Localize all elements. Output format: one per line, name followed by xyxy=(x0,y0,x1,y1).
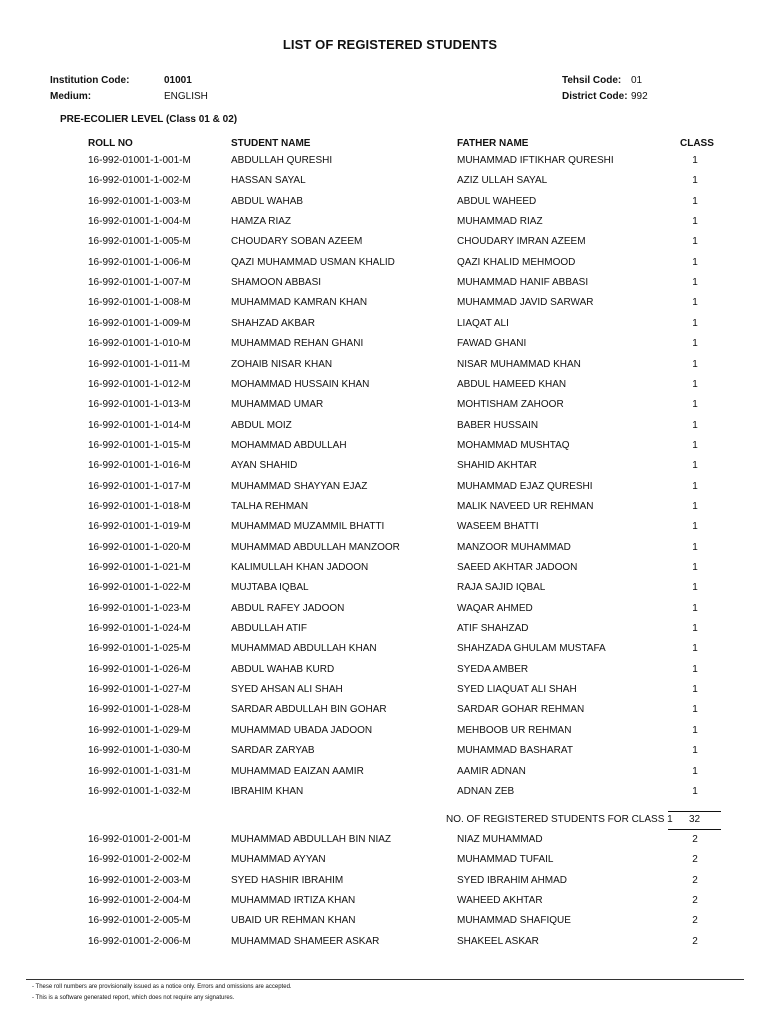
tehsil-code-value: 01 xyxy=(631,75,643,86)
father-name-cell: SYEDA AMBER xyxy=(457,663,529,675)
footer-note-1: - These roll numbers are provisionally issued as a notice only. Errors and omissions are accepted. xyxy=(32,984,292,990)
father-name-cell: MUHAMMAD BASHARAT xyxy=(457,745,573,757)
roll-no-cell: 16-992-01001-1-028-M xyxy=(88,704,191,716)
student-name-cell: HAMZA RIAZ xyxy=(231,216,292,228)
table-row xyxy=(0,196,768,212)
table-row xyxy=(0,297,768,313)
table-row xyxy=(0,359,768,375)
student-name-cell: MUHAMMAD MUZAMMIL BHATTI xyxy=(231,521,385,533)
class-cell: 1 xyxy=(692,765,698,777)
father-name-cell: MOHAMMAD MUSHTAQ xyxy=(457,439,570,451)
father-name-cell: MUHAMMAD RIAZ xyxy=(457,216,543,228)
class-cell: 1 xyxy=(692,317,698,329)
father-name-cell: FAWAD GHANI xyxy=(457,338,527,350)
institution-code-value: 01001 xyxy=(164,75,192,86)
student-name-cell: MUHAMMAD EAIZAN AAMIR xyxy=(231,765,364,777)
roll-no-cell: 16-992-01001-1-008-M xyxy=(88,297,191,309)
roll-no-cell: 16-992-01001-1-019-M xyxy=(88,521,191,533)
class-cell: 2 xyxy=(692,854,698,866)
father-name-cell: SYED LIAQUAT ALI SHAH xyxy=(457,684,577,696)
student-name-cell: AYAN SHAHID xyxy=(231,460,298,472)
student-name-cell: CHOUDARY SOBAN AZEEM xyxy=(231,236,363,248)
student-name-cell: MUHAMMAD ABDULLAH KHAN xyxy=(231,643,377,655)
student-name-cell: SARDAR ABDULLAH BIN GOHAR xyxy=(231,704,387,716)
roll-no-cell: 16-992-01001-1-003-M xyxy=(88,195,191,207)
student-name-cell: ZOHAIB NISAR KHAN xyxy=(231,358,333,370)
class-cell: 1 xyxy=(692,358,698,370)
table-row xyxy=(0,664,768,680)
roll-no-cell: 16-992-01001-2-002-M xyxy=(88,854,191,866)
class-cell: 1 xyxy=(692,216,698,228)
student-name-cell: MUJTABA IQBAL xyxy=(231,582,309,594)
class-cell: 1 xyxy=(692,663,698,675)
father-name-cell: SYED IBRAHIM AHMAD xyxy=(457,874,568,886)
father-name-cell: MUHAMMAD SHAFIQUE xyxy=(457,915,571,927)
table-row xyxy=(0,501,768,517)
father-name-cell: MANZOOR MUHAMMAD xyxy=(457,541,571,553)
district-code-value: 992 xyxy=(631,91,648,102)
class-cell: 1 xyxy=(692,460,698,472)
class-cell: 1 xyxy=(692,521,698,533)
roll-no-cell: 16-992-01001-1-023-M xyxy=(88,602,191,614)
father-name-cell: MUHAMMAD EJAZ QURESHI xyxy=(457,480,593,492)
class-header: CLASS xyxy=(680,138,714,149)
student-name-cell: MUHAMMAD IRTIZA KHAN xyxy=(231,894,356,906)
roll-no-cell: 16-992-01001-1-017-M xyxy=(88,480,191,492)
table-row xyxy=(0,481,768,497)
father-name-cell: MOHTISHAM ZAHOOR xyxy=(457,399,564,411)
student-name-cell: IBRAHIM KHAN xyxy=(231,785,304,797)
father-name-cell: AZIZ ULLAH SAYAL xyxy=(457,175,548,187)
father-name-cell: RAJA SAJID IQBAL xyxy=(457,582,546,594)
class-cell: 1 xyxy=(692,439,698,451)
class-cell: 1 xyxy=(692,643,698,655)
student-name-cell: MUHAMMAD KAMRAN KHAN xyxy=(231,297,368,309)
table-row xyxy=(0,216,768,232)
table-row xyxy=(0,745,768,761)
class-cell: 1 xyxy=(692,297,698,309)
roll-no-cell: 16-992-01001-1-013-M xyxy=(88,399,191,411)
table-row xyxy=(0,936,768,952)
student-name-cell: SHAMOON ABBASI xyxy=(231,277,322,289)
roll-no-cell: 16-992-01001-1-001-M xyxy=(88,155,191,166)
father-name-cell: ABDUL WAHEED xyxy=(457,195,537,207)
father-name-cell: MEHBOOB UR REHMAN xyxy=(457,724,572,736)
table-row xyxy=(0,236,768,252)
class-cell: 1 xyxy=(692,704,698,716)
class-cell: 1 xyxy=(692,338,698,350)
table-row xyxy=(0,875,768,891)
father-name-cell: WAHEED AKHTAR xyxy=(457,894,543,906)
student-name-cell: SYED AHSAN ALI SHAH xyxy=(231,684,343,696)
student-name-cell: ABDULLAH QURESHI xyxy=(231,155,333,166)
roll-no-cell: 16-992-01001-1-022-M xyxy=(88,582,191,594)
class-cell: 2 xyxy=(692,915,698,927)
class-cell: 1 xyxy=(692,785,698,797)
father-name-cell: ATIF SHAHZAD xyxy=(457,623,529,635)
roll-no-cell: 16-992-01001-1-006-M xyxy=(88,256,191,268)
father-name-cell: WAQAR AHMED xyxy=(457,602,533,614)
student-name-cell: SARDAR ZARYAB xyxy=(231,745,315,757)
tehsil-code-label: Tehsil Code: xyxy=(562,75,622,86)
roll-no-cell: 16-992-01001-1-030-M xyxy=(88,745,191,757)
footer-rule xyxy=(26,979,744,980)
table-row xyxy=(0,318,768,334)
table-row xyxy=(0,684,768,700)
class-cell: 1 xyxy=(692,541,698,553)
table-row xyxy=(0,766,768,782)
class-cell: 2 xyxy=(692,894,698,906)
student-name-cell: MUHAMMAD SHAMEER ASKAR xyxy=(231,935,380,947)
class1-total-label: NO. OF REGISTERED STUDENTS FOR CLASS 1 xyxy=(446,814,673,825)
table-row xyxy=(0,440,768,456)
roll-no-cell: 16-992-01001-1-004-M xyxy=(88,216,191,228)
father-name-cell: AAMIR ADNAN xyxy=(457,765,526,777)
father-name-cell: ABDUL HAMEED KHAN xyxy=(457,378,567,390)
father-name-cell: NISAR MUHAMMAD KHAN xyxy=(457,358,581,370)
roll-no-cell: 16-992-01001-1-016-M xyxy=(88,460,191,472)
table-row xyxy=(0,521,768,537)
student-name-cell: UBAID UR REHMAN KHAN xyxy=(231,915,356,927)
roll-no-cell: 16-992-01001-1-005-M xyxy=(88,236,191,248)
table-row xyxy=(0,379,768,395)
table-row xyxy=(0,834,768,850)
father-name-cell: NIAZ MUHAMMAD xyxy=(457,834,543,845)
father-name-cell: BABER HUSSAIN xyxy=(457,419,539,431)
class-cell: 1 xyxy=(692,155,698,166)
roll-no-cell: 16-992-01001-1-014-M xyxy=(88,419,191,431)
class-cell: 1 xyxy=(692,236,698,248)
student-name-cell: ABDUL WAHAB KURD xyxy=(231,663,335,675)
father-name-cell: MUHAMMAD HANIF ABBASI xyxy=(457,277,589,289)
roll-no-cell: 16-992-01001-1-012-M xyxy=(88,378,191,390)
student-name-cell: MUHAMMAD REHAN GHANI xyxy=(231,338,364,350)
student-name-cell: TALHA REHMAN xyxy=(231,500,309,512)
table-row xyxy=(0,603,768,619)
roll-no-cell: 16-992-01001-1-010-M xyxy=(88,338,191,350)
table-row xyxy=(0,725,768,741)
table-row xyxy=(0,420,768,436)
student-name-cell: QAZI MUHAMMAD USMAN KHALID xyxy=(231,256,395,268)
class-cell: 1 xyxy=(692,623,698,635)
class-cell: 1 xyxy=(692,399,698,411)
total-top-rule xyxy=(668,811,721,812)
class1-total-value: 32 xyxy=(688,814,701,825)
roll-no-cell: 16-992-01001-1-018-M xyxy=(88,500,191,512)
roll-no-cell: 16-992-01001-1-026-M xyxy=(88,663,191,675)
student-name-cell: ABDUL WAHAB xyxy=(231,195,304,207)
father-name-cell: MUHAMMAD IFTIKHAR QURESHI xyxy=(457,155,614,166)
father-name-cell: CHOUDARY IMRAN AZEEM xyxy=(457,236,586,248)
class-cell: 1 xyxy=(692,480,698,492)
class-cell: 1 xyxy=(692,582,698,594)
student-name-cell: MUHAMMAD UMAR xyxy=(231,399,324,411)
table-row xyxy=(0,915,768,931)
medium-label: Medium: xyxy=(50,91,92,102)
father-name-cell: MUHAMMAD TUFAIL xyxy=(457,854,554,866)
roll-no-cell: 16-992-01001-1-009-M xyxy=(88,317,191,329)
footer-note-2: - This is a software generated report, which does not require any signatures. xyxy=(32,995,235,1001)
table-row xyxy=(0,582,768,598)
father-name-cell: SARDAR GOHAR REHMAN xyxy=(457,704,585,716)
table-row xyxy=(0,623,768,639)
student-name-cell: MOHAMMAD HUSSAIN KHAN xyxy=(231,378,370,390)
father-name-cell: SHAKEEL ASKAR xyxy=(457,935,539,947)
class-cell: 1 xyxy=(692,256,698,268)
table-row xyxy=(0,175,768,191)
student-name-cell: ABDULLAH ATIF xyxy=(231,623,307,635)
class-cell: 1 xyxy=(692,562,698,573)
student-name-cell: MUHAMMAD AYYAN xyxy=(231,854,326,866)
roll-no-cell: 16-992-01001-1-027-M xyxy=(88,684,191,696)
table-row xyxy=(0,704,768,720)
roll-no-cell: 16-992-01001-1-025-M xyxy=(88,643,191,655)
father-name-cell: MUHAMMAD JAVID SARWAR xyxy=(457,297,594,309)
father-name-cell: SHAHZADA GHULAM MUSTAFA xyxy=(457,643,606,655)
class-cell: 1 xyxy=(692,419,698,431)
class-cell: 2 xyxy=(692,935,698,947)
roll-no-cell: 16-992-01001-1-024-M xyxy=(88,623,191,635)
roll-no-cell: 16-992-01001-2-005-M xyxy=(88,915,191,927)
class-cell: 1 xyxy=(692,500,698,512)
student-name-cell: MUHAMMAD ABDULLAH BIN NIAZ xyxy=(231,834,392,845)
roll-no-cell: 16-992-01001-1-021-M xyxy=(88,562,191,573)
table-row xyxy=(0,542,768,558)
roll-no-header: ROLL NO xyxy=(88,138,133,149)
roll-no-cell: 16-992-01001-2-001-M xyxy=(88,834,191,845)
class-cell: 1 xyxy=(692,745,698,757)
roll-no-cell: 16-992-01001-1-020-M xyxy=(88,541,191,553)
roll-no-cell: 16-992-01001-1-031-M xyxy=(88,765,191,777)
student-name-cell: ABDUL MOIZ xyxy=(231,419,292,431)
father-name-cell: WASEEM BHATTI xyxy=(457,521,539,533)
father-name-cell: SAEED AKHTAR JADOON xyxy=(457,562,578,573)
total-bottom-rule xyxy=(668,829,721,830)
student-name-cell: KALIMULLAH KHAN JADOON xyxy=(231,562,369,573)
table-row xyxy=(0,786,768,802)
table-row xyxy=(0,562,768,578)
roll-no-cell: 16-992-01001-2-006-M xyxy=(88,935,191,947)
class-cell: 1 xyxy=(692,602,698,614)
roll-no-cell: 16-992-01001-1-011-M xyxy=(88,358,191,370)
student-name-cell: SHAHZAD AKBAR xyxy=(231,317,315,329)
class-cell: 1 xyxy=(692,378,698,390)
class-cell: 1 xyxy=(692,195,698,207)
report-title: LIST OF REGISTERED STUDENTS xyxy=(282,37,498,52)
father-name-header: FATHER NAME xyxy=(457,138,529,149)
table-row xyxy=(0,338,768,354)
roll-no-cell: 16-992-01001-1-029-M xyxy=(88,724,191,736)
class-cell: 1 xyxy=(692,277,698,289)
father-name-cell: QAZI KHALID MEHMOOD xyxy=(457,256,576,268)
level-heading: PRE-ECOLIER LEVEL (Class 01 & 02) xyxy=(60,114,238,125)
class-cell: 1 xyxy=(692,724,698,736)
student-name-cell: ABDUL RAFEY JADOON xyxy=(231,602,345,614)
father-name-cell: MALIK NAVEED UR REHMAN xyxy=(457,500,594,512)
student-name-cell: MUHAMMAD UBADA JADOON xyxy=(231,724,373,736)
student-name-cell: MUHAMMAD ABDULLAH MANZOOR xyxy=(231,541,400,553)
student-name-header: STUDENT NAME xyxy=(231,138,311,149)
roll-no-cell: 16-992-01001-1-002-M xyxy=(88,175,191,187)
table-row xyxy=(0,643,768,659)
district-code-label: District Code: xyxy=(562,91,628,102)
roll-no-cell: 16-992-01001-1-032-M xyxy=(88,785,191,797)
table-row xyxy=(0,257,768,273)
table-row xyxy=(0,460,768,476)
father-name-cell: LIAQAT ALI xyxy=(457,317,509,329)
roll-no-cell: 16-992-01001-2-004-M xyxy=(88,894,191,906)
student-name-cell: SYED HASHIR IBRAHIM xyxy=(231,874,344,886)
medium-value: ENGLISH xyxy=(164,91,208,102)
institution-code-label: Institution Code: xyxy=(50,75,130,86)
roll-no-cell: 16-992-01001-1-007-M xyxy=(88,277,191,289)
table-row xyxy=(0,277,768,293)
table-row xyxy=(0,155,768,171)
student-name-cell: MUHAMMAD SHAYYAN EJAZ xyxy=(231,480,368,492)
table-row xyxy=(0,399,768,415)
roll-no-cell: 16-992-01001-2-003-M xyxy=(88,874,191,886)
table-row xyxy=(0,895,768,911)
student-name-cell: MOHAMMAD ABDULLAH xyxy=(231,439,347,451)
class-cell: 2 xyxy=(692,874,698,886)
class-cell: 1 xyxy=(692,684,698,696)
father-name-cell: ADNAN ZEB xyxy=(457,785,515,797)
student-name-cell: HASSAN SAYAL xyxy=(231,175,306,187)
roll-no-cell: 16-992-01001-1-015-M xyxy=(88,439,191,451)
father-name-cell: SHAHID AKHTAR xyxy=(457,460,537,472)
class-cell: 2 xyxy=(692,834,698,845)
table-row xyxy=(0,854,768,870)
class-cell: 1 xyxy=(692,175,698,187)
